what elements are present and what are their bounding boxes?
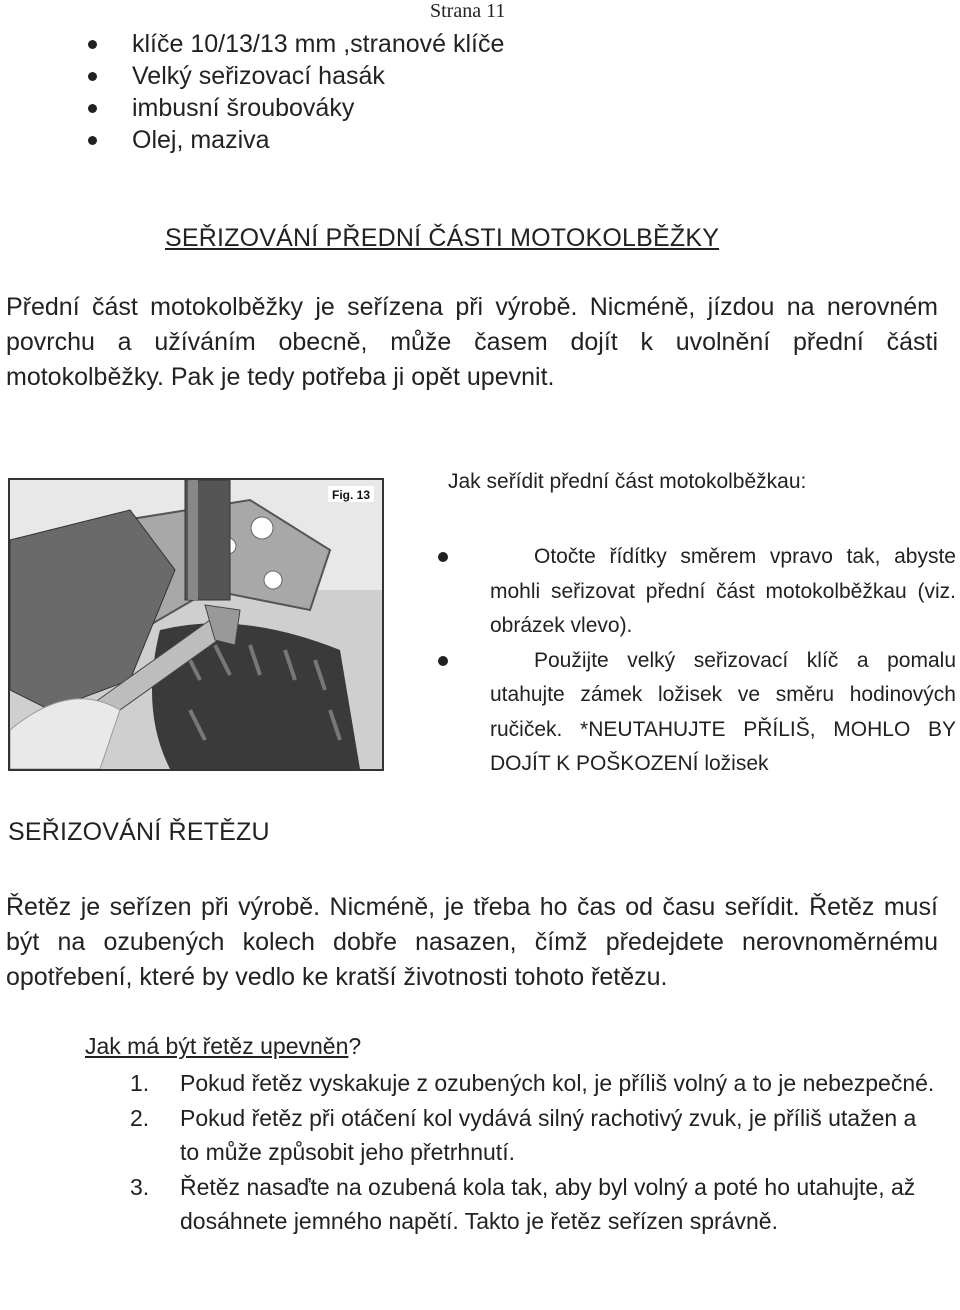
front-paragraph: Přední část motokolběžky je seřízena při výrobě. Nicméně, jízdou na nerovném povrchu a užíváním obecně, může časem dojít k uvolnění přední části motokolběžky. Pak je tedy potřeba ji opět upevnit.	[6, 293, 938, 391]
section-heading-chain: SEŘIZOVÁNÍ ŘETĚZU	[8, 818, 270, 846]
item-number: 1.	[130, 1070, 150, 1096]
numbered-item	[130, 1101, 940, 1170]
tool-item: Olej, maziva	[85, 124, 504, 156]
item-text: Pokud řetěz vyskakuje z ozubených kol, je příliš volný a to je nebezpečné.	[180, 1070, 935, 1096]
how-to-title: Jak seřídit přední část motokolběžkau:	[448, 470, 807, 493]
figure-label: Fig. 13	[332, 488, 371, 502]
item-number: 3.	[130, 1173, 150, 1200]
step-text: Použijte velký seřizovací klíč a pomalu utahujte zámek ložisek ve směru hodinových ručiček. *NEUTAHUJTE PŘÍLIŠ, MOHLO BY DOJÍT K POŠKOZENÍ ložisek	[490, 648, 956, 775]
tool-item: klíče 10/13/13 mm ,stranové klíče	[85, 28, 504, 60]
section-heading-front: SEŘIZOVÁNÍ PŘEDNÍ ČÁSTI MOTOKOLBĚŽKY	[165, 224, 720, 252]
item-number: 2.	[130, 1104, 150, 1131]
step-text: Otočte řídítky směrem vpravo tak, abyste mohli seřizovat přední část motokolběžkau (viz. obrázek vlevo).	[490, 545, 956, 637]
step-item	[438, 644, 956, 782]
chain-paragraph: Řetěz je seřízen při výrobě. Nicméně, je třeba ho čas od času seřídit. Řetěz musí být na ozubených kolech dobře nasazen, čímž předejdete nerovnoměrnému opotřebení, které by vedlo ke kratší životnosti tohoto řetězu.	[6, 893, 938, 991]
item-text: Pokud řetěz při otáčení kol vydává silný rachotivý zvuk, je příliš utažen a to může způsobit jeho přetrhnutí.	[180, 1104, 917, 1165]
numbered-item	[130, 1066, 940, 1101]
numbered-item	[130, 1170, 940, 1239]
step-item	[438, 540, 956, 644]
tool-item: imbusní šroubováky	[85, 92, 504, 124]
front-steps-list	[438, 540, 956, 782]
scooter-front-photo	[10, 480, 382, 769]
chain-numbered-list	[130, 1066, 940, 1239]
page-number: Strana 11	[430, 0, 506, 22]
figure-13-photo	[8, 478, 384, 771]
item-text: Řetěz nasaďte na ozubená kola tak, aby byl volný a poté ho utahujte, až dosáhnete jemného napětí. Takto je řetěz seřízen správně.	[180, 1173, 916, 1234]
chain-question-text: Jak má být řetěz upevněn	[85, 1033, 349, 1059]
tools-list	[85, 28, 504, 156]
question-mark: ?	[348, 1033, 362, 1059]
tool-item: Velký seřizovací hasák	[85, 60, 504, 92]
chain-question	[85, 1033, 361, 1060]
